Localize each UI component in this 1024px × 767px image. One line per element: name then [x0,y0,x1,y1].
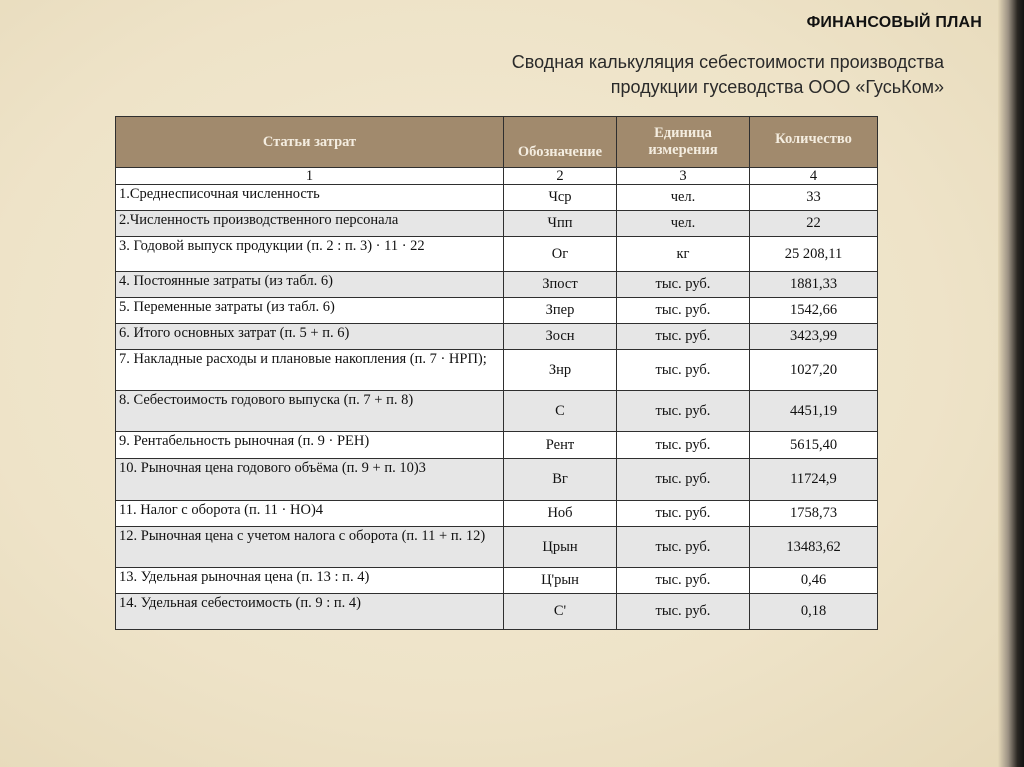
row-quantity: 22 [750,211,878,237]
col-number: 2 [504,168,617,185]
row-quantity: 13483,62 [750,527,878,568]
column-number-row [116,168,878,185]
table-row [116,391,878,432]
cost-calculation-table [115,116,878,630]
table-row [116,527,878,568]
row-symbol: С' [504,594,617,630]
row-unit: тыс. руб. [617,298,750,324]
table-row [116,501,878,527]
page-heading: ФИНАНСОВЫЙ ПЛАН [806,14,982,31]
row-symbol: Зосн [504,324,617,350]
table-row [116,185,878,211]
row-symbol: Ноб [504,501,617,527]
page-subtitle [424,50,944,100]
row-symbol: Ц'рын [504,568,617,594]
table-row [116,432,878,459]
row-unit: тыс. руб. [617,350,750,391]
row-symbol: Зпер [504,298,617,324]
table-row [116,568,878,594]
row-symbol: Ог [504,237,617,272]
table-row [116,272,878,298]
row-unit: тыс. руб. [617,594,750,630]
row-symbol: С [504,391,617,432]
row-quantity: 5615,40 [750,432,878,459]
row-cost-item: 14. Удельная себестоимость (п. 9 : п. 4) [116,594,504,630]
table-row [116,237,878,272]
row-quantity: 11724,9 [750,459,878,501]
row-symbol: Рент [504,432,617,459]
row-cost-item: 1.Среднесписочная численность [116,185,504,211]
row-quantity: 0,18 [750,594,878,630]
header-cost-items: Статьи затрат [116,117,504,168]
table-row [116,324,878,350]
row-quantity: 33 [750,185,878,211]
col-number: 4 [750,168,878,185]
row-quantity: 3423,99 [750,324,878,350]
row-symbol: Црын [504,527,617,568]
row-cost-item: 4. Постоянные затраты (из табл. 6) [116,272,504,298]
subtitle-line-2: продукции гусеводства ООО «ГусьКом» [610,77,944,97]
row-quantity: 1542,66 [750,298,878,324]
header-quantity: Количество [750,117,878,168]
row-cost-item: 11. Налог с оборота (п. 11 · НО)4 [116,501,504,527]
table-row [116,211,878,237]
row-unit: тыс. руб. [617,391,750,432]
table-row [116,350,878,391]
row-cost-item: 7. Накладные расходы и плановые накопления (п. 7 · НРП); [116,350,504,391]
table-header-row [116,117,878,168]
row-unit: тыс. руб. [617,432,750,459]
row-cost-item: 3. Годовой выпуск продукции (п. 2 : п. 3) · 11 · 22 [116,237,504,272]
row-quantity: 25 208,11 [750,237,878,272]
row-symbol: Знр [504,350,617,391]
row-symbol: Вг [504,459,617,501]
row-cost-item: 13. Удельная рыночная цена (п. 13 : п. 4) [116,568,504,594]
row-quantity: 0,46 [750,568,878,594]
row-cost-item: 8. Себестоимость годового выпуска (п. 7 + п. 8) [116,391,504,432]
row-symbol: Чпп [504,211,617,237]
row-symbol: Чср [504,185,617,211]
row-unit: тыс. руб. [617,568,750,594]
table-row [116,298,878,324]
slide-edge-shadow [998,0,1024,767]
row-cost-item: 5. Переменные затраты (из табл. 6) [116,298,504,324]
row-cost-item: 12. Рыночная цена с учетом налога с оборота (п. 11 + п. 12) [116,527,504,568]
row-quantity: 4451,19 [750,391,878,432]
table-row [116,459,878,501]
row-unit: кг [617,237,750,272]
row-unit: тыс. руб. [617,501,750,527]
row-quantity: 1027,20 [750,350,878,391]
table-row [116,594,878,630]
row-unit: тыс. руб. [617,272,750,298]
row-unit: чел. [617,185,750,211]
row-cost-item: 10. Рыночная цена годового объёма (п. 9 + п. 10)3 [116,459,504,501]
row-cost-item: 9. Рентабельность рыночная (п. 9 · РЕН) [116,432,504,459]
row-unit: тыс. руб. [617,324,750,350]
subtitle-line-1: Сводная калькуляция себестоимости производства [511,52,944,72]
row-cost-item: 2.Численность производственного персонала [116,211,504,237]
header-symbol: Обозначение [504,117,617,168]
col-number: 3 [617,168,750,185]
row-symbol: Зпост [504,272,617,298]
row-unit: тыс. руб. [617,527,750,568]
header-unit: Единица измерения [617,117,750,168]
row-quantity: 1758,73 [750,501,878,527]
col-number: 1 [116,168,504,185]
row-unit: тыс. руб. [617,459,750,501]
row-unit: чел. [617,211,750,237]
row-quantity: 1881,33 [750,272,878,298]
row-cost-item: 6. Итого основных затрат (п. 5 + п. 6) [116,324,504,350]
